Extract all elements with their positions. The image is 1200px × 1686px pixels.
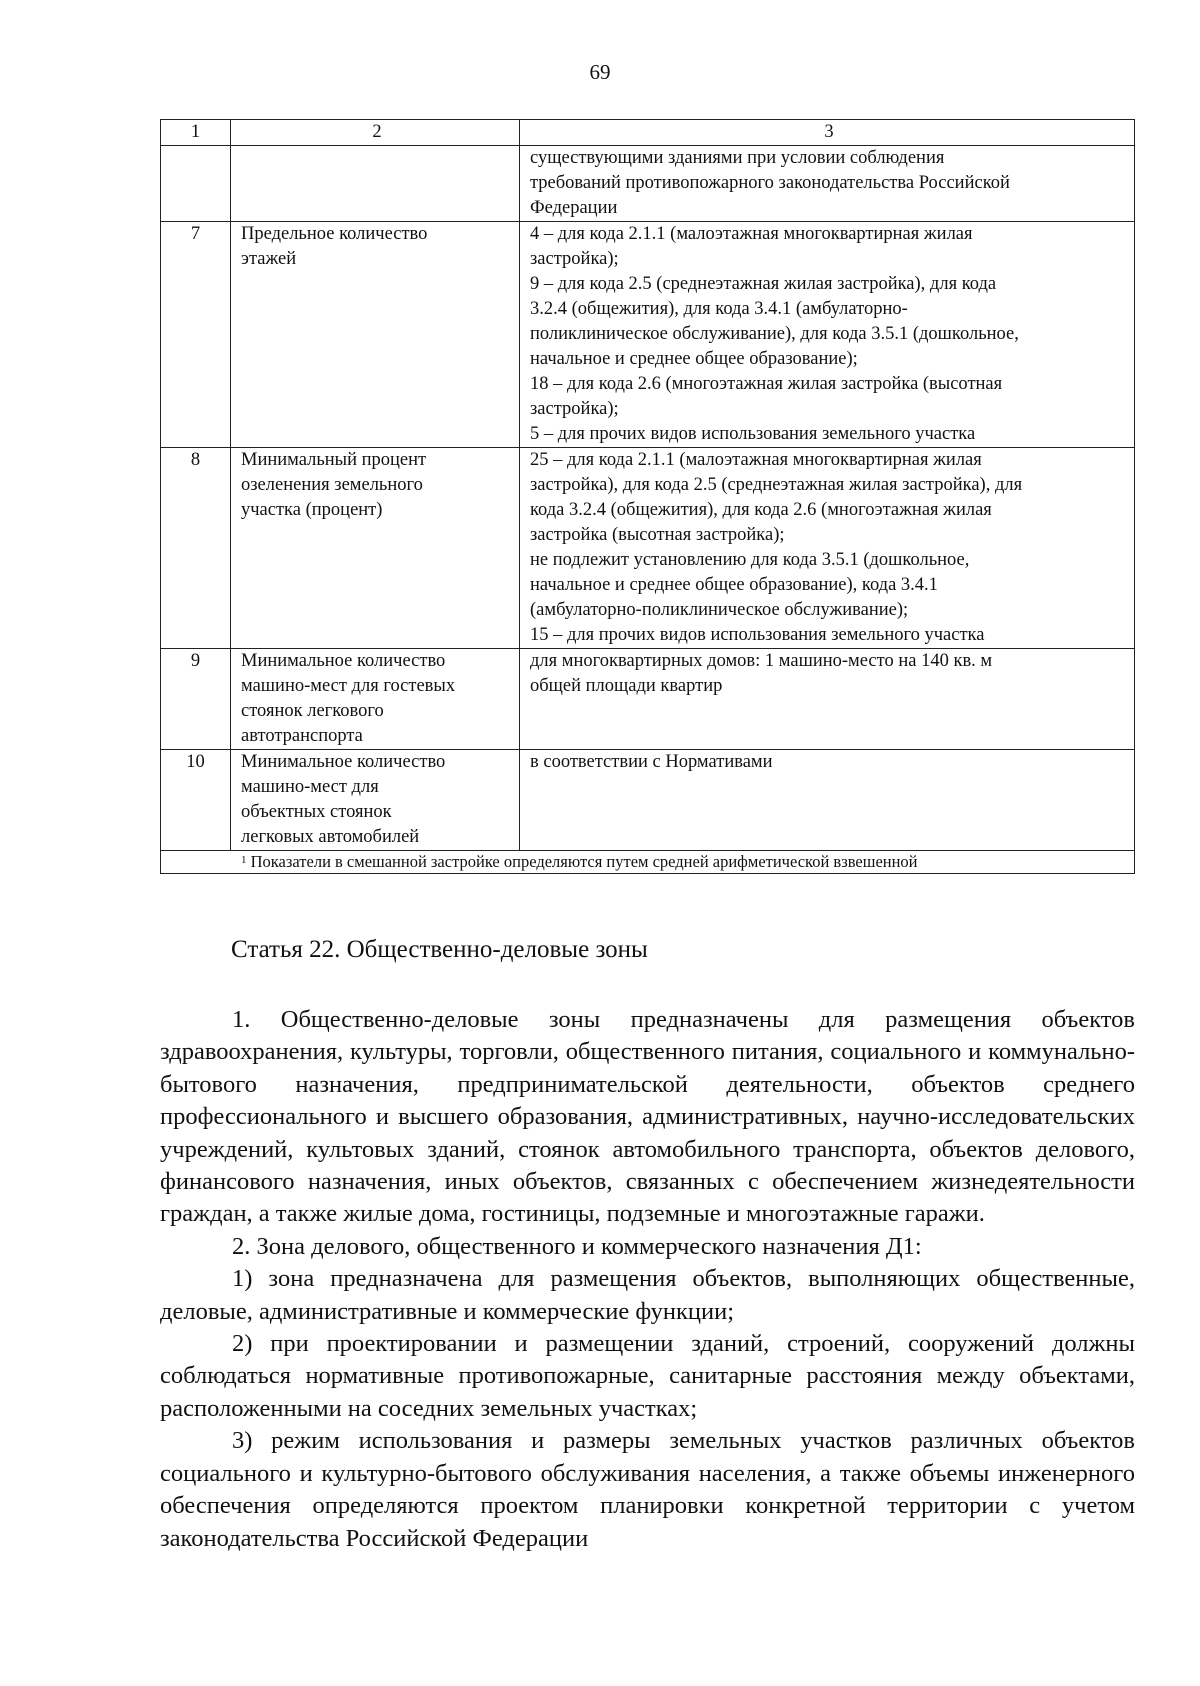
paragraph-2-2: 2) при проектировании и размещении зданий, строений, сооружений должны соблюдаться нормативные противопожарные, санитарные расстояния между объектами, расположенными на соседних земельных участках; [160, 1330, 1135, 1422]
header-col-3: 3 [520, 120, 1135, 146]
paragraph-1: 1. Общественно-деловые зоны предназначены для размещения объектов здравоохранения, культуры, торговли, общественного питания, социального и коммунально-бытового назначения, предпринимательской деятельности, объектов среднего профессионального и высшего образования, административных, научно-исследовательских учреждений, культовых зданий, стоянок автомобильного транспорта, объектов делового, финансового назначения, иных объектов, связанных с обеспечением жизнедеятельности граждан, а также жилые дома, гостиницы, подземные и многоэтажные гаражи. [160, 1006, 1135, 1228]
row-parameter-value: в соответствии с Нормативами [520, 750, 1135, 851]
table-footnote [161, 851, 1135, 874]
row-parameter-value: 4 – для кода 2.1.1 (малоэтажная многоквартирная жилая застройка); 9 – для кода 2.5 (среднеэтажная жилая застройка), для кода 3.2.4 (общежития), для кода 3.4.1 (амбулаторно- поликлиническое обслуживание), для кода 3.5.1 (дошкольное, начальное и среднее общее образование); 18 – для кода 2.6 (многоэтажная жилая застройка (высотная застройка); 5 – для прочих видов использования земельного участка [520, 222, 1135, 448]
row-number: 9 [161, 649, 231, 750]
row-number: 8 [161, 448, 231, 649]
article-body [160, 1004, 1135, 1555]
continuation-value: существующими зданиями при условии соблюдения требований противопожарного законодательства Российской Федерации [520, 146, 1135, 222]
header-col-1: 1 [161, 120, 231, 146]
row-number: 7 [161, 222, 231, 448]
table-row-10 [161, 750, 1135, 851]
page-number: 69 [589, 60, 611, 84]
row-parameter-name: Минимальное количество машино-мест для гостевых стоянок легкового автотранспорта [231, 649, 520, 750]
row-parameter-value: для многоквартирных домов: 1 машино-место на 140 кв. м общей площади квартир [520, 649, 1135, 750]
row-number: 10 [161, 750, 231, 851]
table-header-row [161, 120, 1135, 146]
row-parameter-value: 25 – для кода 2.1.1 (малоэтажная многоквартирная жилая застройка), для кода 2.5 (среднеэтажная жилая застройка), для кода 3.2.4 (общежития), для кода 2.6 (многоэтажная жилая застройка (высотная застройка); не подлежит установлению для кода 3.5.1 (дошкольное, начальное и среднее общее образование), кода 3.4.1 (амбулаторно-поликлиническое обслуживание); 15 – для прочих видов использования земельного участка [520, 448, 1135, 649]
paragraph-2: 2. Зона делового, общественного и коммерческого назначения Д1: [232, 1232, 922, 1260]
row-parameter-name: Минимальное количество машино-мест для объектных стоянок легковых автомобилей [231, 750, 520, 851]
table-footnote-row [161, 851, 1135, 874]
row-parameter-name: Минимальный процент озеленения земельного участка (процент) [231, 448, 520, 649]
paragraph-2-1: 1) зона предназначена для размещения объектов, выполняющих общественные, деловые, административные и коммерческие функции; [160, 1265, 1135, 1325]
row-parameter-name: Предельное количество этажей [231, 222, 520, 448]
header-col-2: 2 [231, 120, 520, 146]
parameters-table [160, 119, 1135, 874]
paragraph-2-3: 3) режим использования и размеры земельных участков различных объектов социального и культурно-бытового обслуживания населения, а также объемы инженерного обеспечения определяются проектом планировки конкретной территории с учетом законодательства Российской Федерации [160, 1427, 1135, 1552]
footnote-text: Показатели в смешанной застройке определяются путем средней арифметической взвешенной [250, 852, 918, 871]
table-row-8 [161, 448, 1135, 649]
article-title: Статья 22. Общественно-деловые зоны [231, 936, 648, 963]
table-row-continuation [161, 146, 1135, 222]
footnote-mark: 1 [241, 854, 247, 866]
table-row-7 [161, 222, 1135, 448]
table-row-9 [161, 649, 1135, 750]
